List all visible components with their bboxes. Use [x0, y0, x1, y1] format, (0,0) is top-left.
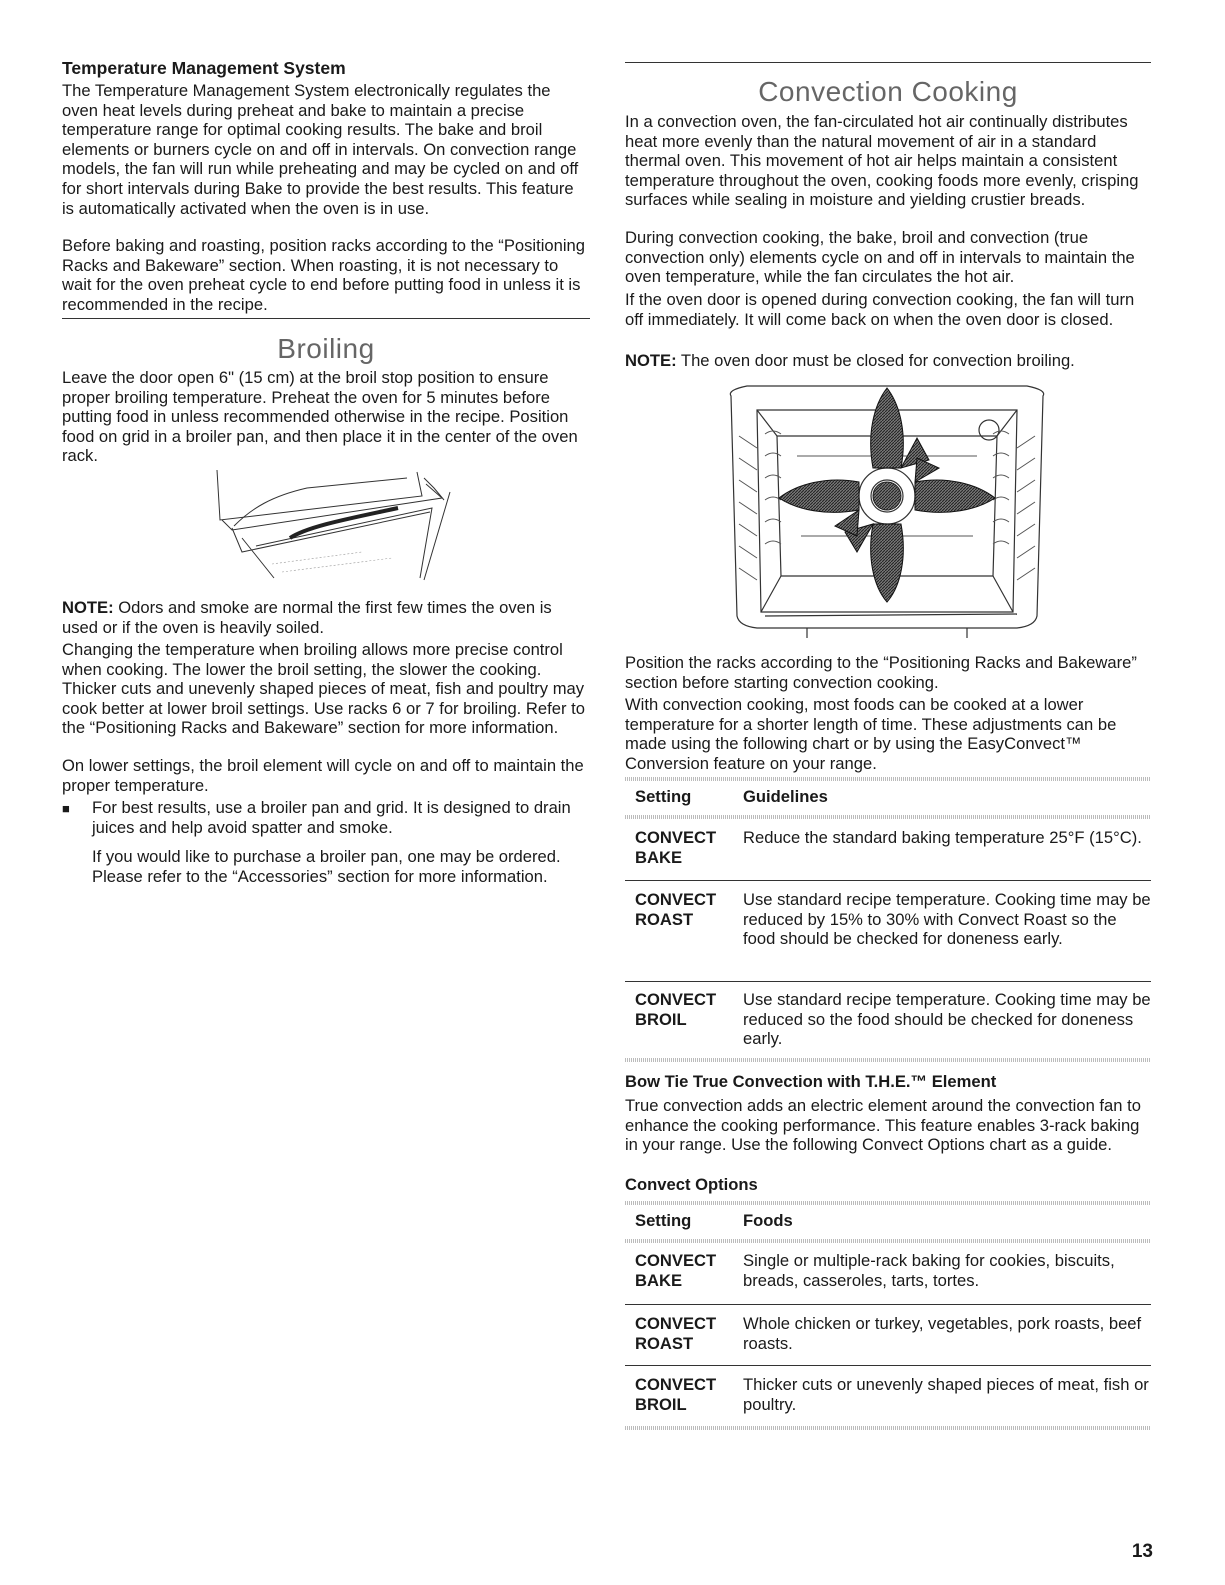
convection-title: Convection Cooking	[758, 76, 1018, 107]
table-row	[625, 1251, 1151, 1290]
row-divider	[625, 1304, 1151, 1305]
foods-text: Whole chicken or turkey, vegetables, pork roasts, beef roasts.	[743, 1314, 1142, 1353]
setting-mode: ROAST	[635, 909, 694, 929]
guideline-text: Use standard recipe temperature. Cooking time may be reduced so the food should be checked for doneness early.	[743, 990, 1151, 1049]
note-text: The oven door must be closed for convection broiling.	[676, 351, 1075, 370]
table-bottom-border	[625, 1058, 1151, 1062]
convection-paragraph-4: Position the racks according to the “Positioning Racks and Bakeware” section before starting convection cooking.	[625, 653, 1137, 692]
note-label: NOTE:	[62, 598, 114, 617]
table-top-border	[625, 777, 1151, 781]
bowtie-heading: Bow Tie True Convection with T.H.E.™ Element	[625, 1072, 997, 1091]
setting-name: CONVECT	[635, 1251, 717, 1270]
column-header-setting: Setting	[635, 787, 692, 806]
broiling-title: Broiling	[277, 333, 375, 364]
note-label: NOTE:	[625, 351, 677, 370]
setting-mode: BROIL	[635, 1394, 687, 1414]
foods-text: Thicker cuts or unevenly shaped pieces of meat, fish or poultry.	[743, 1375, 1149, 1414]
column-header-foods: Foods	[743, 1211, 793, 1230]
tms-heading: Temperature Management System	[62, 58, 346, 78]
setting-mode: BAKE	[635, 847, 683, 867]
bullet-item	[62, 798, 590, 837]
convection-paragraph-1: In a convection oven, the fan-circulated hot air continually distributes heat more evenly than the natural movement of air in a standard thermal oven. This movement of hot air helps maintain a consistent temperature throughout the oven, cooking foods more evenly, crisping surfaces while sealing in moisture and yielding crustier breads.	[625, 112, 1139, 210]
tms-paragraph-1: The Temperature Management System electronically regulates the oven heat levels during preheat and bake to maintain a precise temperature range for optimal cooking results. The bake and broil elements or burners cycle on and off in intervals. On convection range models, the fan will run while preheating and may be cycled on and off for short intervals during Bake to provide the best results. This feature is automatically activated when the oven is in use.	[62, 81, 579, 218]
setting-mode: BAKE	[635, 1270, 683, 1290]
setting-mode: BROIL	[635, 1009, 687, 1029]
convection-paragraph-5: With convection cooking, most foods can be cooked at a lower temperature for a shorter length of time. These adjustments can be made using the following chart or by using the EasyConvect™ Conversion feature on your range.	[625, 695, 1117, 773]
row-divider	[625, 981, 1151, 982]
guideline-text: Use standard recipe temperature. Cooking time may be reduced by 15% to 30% with Convect Roast so the food should be checked for doneness early.	[743, 890, 1151, 949]
table-header-border	[625, 815, 1151, 819]
convect-options-heading: Convect Options	[625, 1175, 758, 1194]
table-header-border	[625, 1239, 1151, 1243]
broiler-door-illustration	[212, 468, 492, 588]
table-row	[625, 990, 1151, 1049]
row-divider	[625, 880, 1151, 881]
note-text: Odors and smoke are normal the first few times the oven is used or if the oven is heavily soiled.	[62, 598, 552, 637]
setting-name: CONVECT	[635, 1314, 717, 1333]
section-divider	[62, 318, 590, 319]
section-divider	[625, 62, 1151, 63]
setting-name: CONVECT	[635, 828, 717, 847]
square-bullet-icon: ■	[62, 801, 70, 816]
foods-text: Single or multiple-rack baking for cookies, biscuits, breads, casseroles, tarts, tortes.	[743, 1251, 1115, 1290]
convection-paragraph-3: If the oven door is opened during convection cooking, the fan will turn off immediately. It will come back on when the oven door is closed.	[625, 290, 1135, 329]
tms-paragraph-2: Before baking and roasting, position racks according to the “Positioning Racks and Bakeware” section. When roasting, it is not necessary to wait for the oven preheat cycle to end before putting food in unless it is recommended in the recipe.	[62, 236, 586, 314]
bullet-text: For best results, use a broiler pan and grid. It is designed to drain juices and help avoid spatter and smoke.	[92, 798, 571, 837]
column-header-guidelines: Guidelines	[743, 787, 828, 806]
table-bottom-border	[625, 1426, 1151, 1430]
table-row	[625, 828, 1151, 867]
column-header-setting: Setting	[635, 1211, 692, 1230]
row-divider	[625, 1365, 1151, 1366]
bullet-subtext: If you would like to purchase a broiler pan, one may be ordered. Please refer to the “Accessories” section for more information.	[92, 847, 561, 886]
options-table-header	[625, 1211, 1151, 1231]
table-row	[625, 1314, 1151, 1353]
bowtie-paragraph: True convection adds an electric element around the convection fan to enhance the cooking performance. This feature enables 3-rack baking in your range. Use the following Convect Options chart as a guide.	[625, 1096, 1141, 1155]
setting-name: CONVECT	[635, 990, 717, 1009]
convection-note	[625, 351, 1153, 371]
convection-paragraph-2: During convection cooking, the bake, broil and convection (true convection only) elements cycle on and off in intervals to maintain the oven temperature, while the fan circulates the hot air.	[625, 228, 1135, 287]
convection-oven-illustration	[717, 376, 1057, 638]
broiling-paragraph-3: On lower settings, the broil element will cycle on and off to maintain the proper temperature.	[62, 756, 584, 795]
setting-name: CONVECT	[635, 890, 717, 909]
broiling-paragraph-1: Leave the door open 6" (15 cm) at the broil stop position to ensure proper broiling temperature. Preheat the oven for 5 minutes before putting food in unless recommended otherwise in the recipe. Position food on grid in a broiler pan, and then place it in the center of the oven rack.	[62, 368, 578, 466]
table-row	[625, 1375, 1151, 1414]
broiling-paragraph-2: Changing the temperature when broiling allows more precise control when cooking. The lower the broil setting, the slower the cooking. Thicker cuts and unevenly shaped pieces of meat, fish and poultry may cook better at lower broil settings. Use racks 6 or 7 for broiling. Refer to the “Positioning Racks and Bakeware” section for more information.	[62, 640, 585, 738]
guidelines-table-header	[625, 787, 1151, 807]
guideline-text: Reduce the standard baking temperature 25°F (15°C).	[743, 828, 1142, 847]
table-top-border	[625, 1201, 1151, 1205]
setting-name: CONVECT	[635, 1375, 717, 1394]
setting-mode: ROAST	[635, 1333, 694, 1353]
table-row	[625, 890, 1151, 949]
broiling-note	[62, 598, 590, 637]
page-number: 13	[1131, 1541, 1153, 1562]
